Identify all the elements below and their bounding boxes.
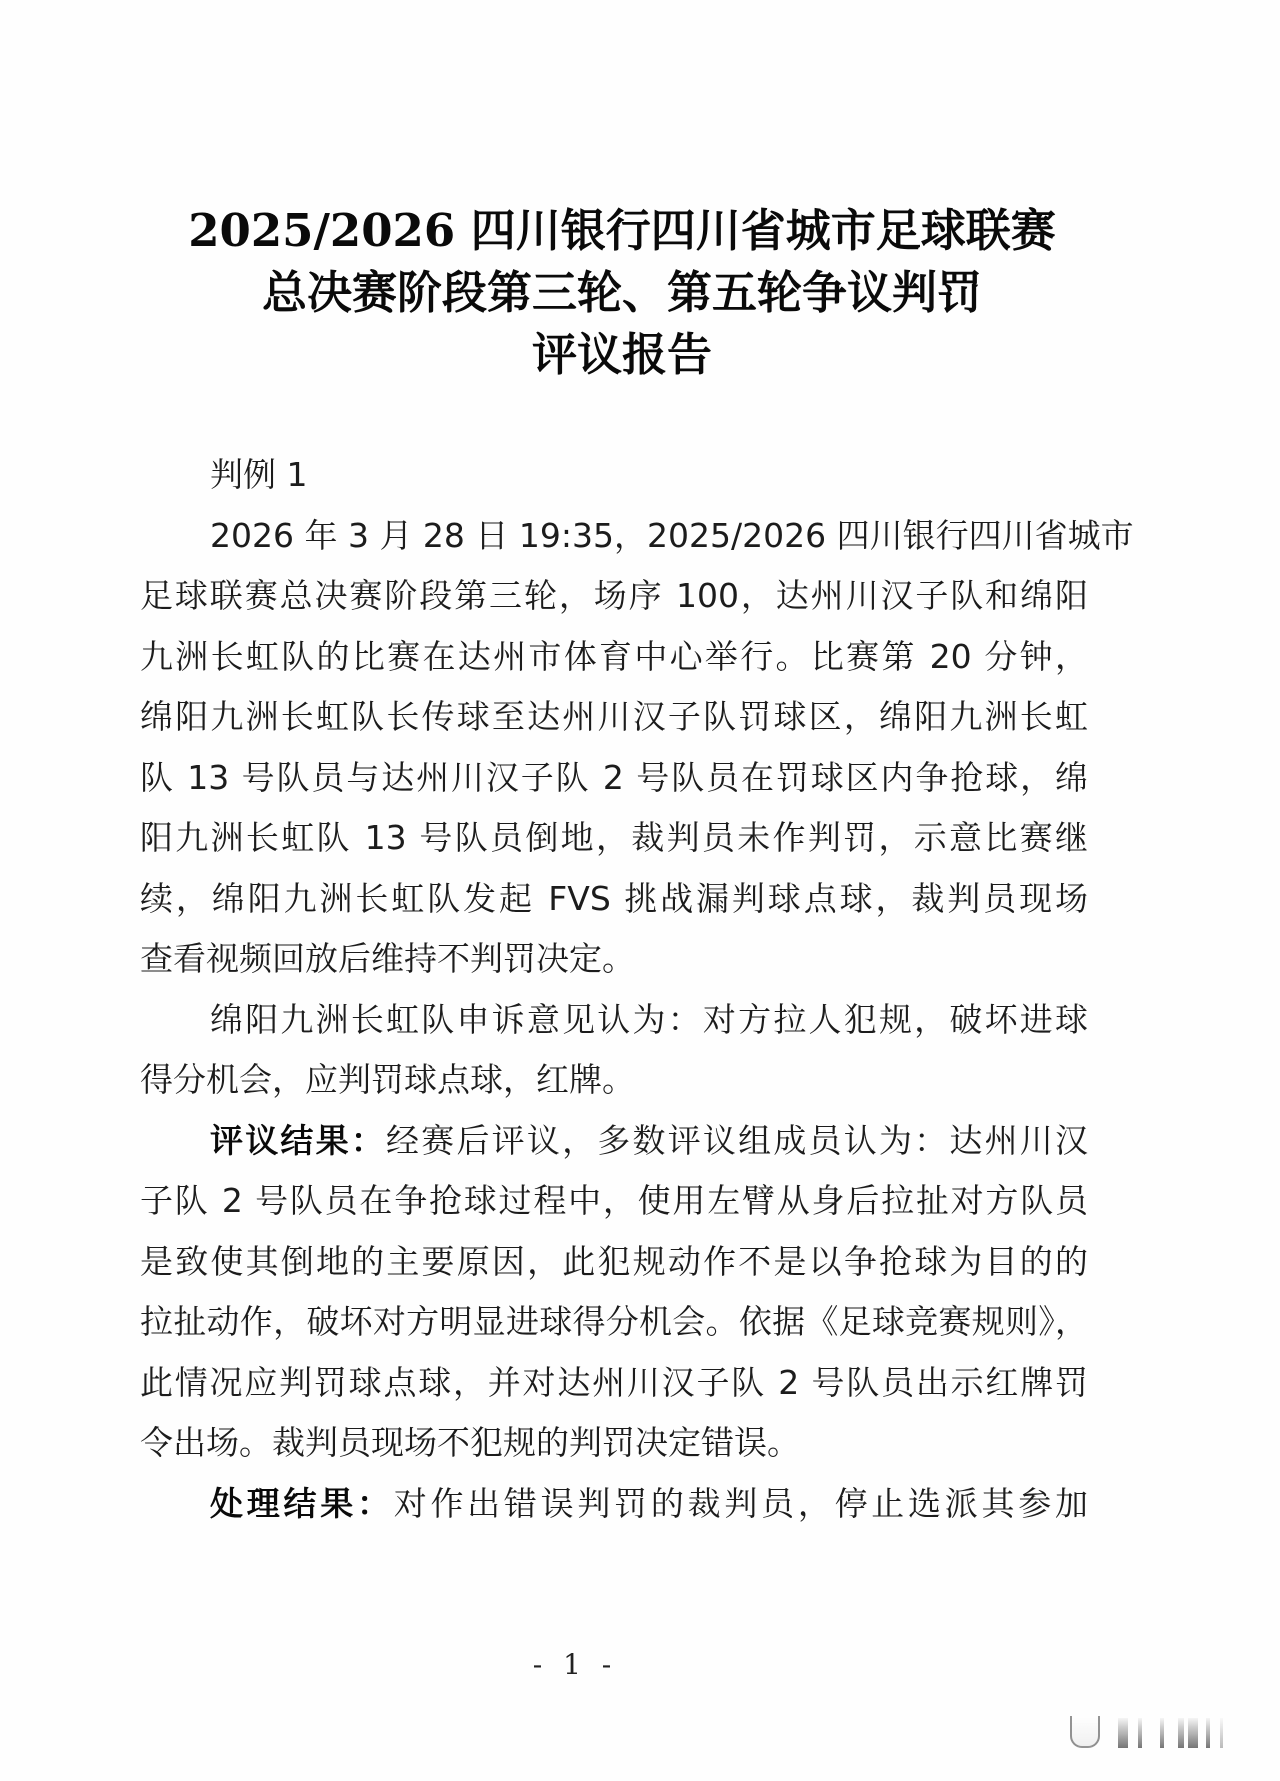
- case-description-line: 绵阳九洲长虹队长传球至达州川汉子队罚球区，绵阳九洲长虹: [140, 697, 1088, 736]
- watermark-cup-shape: [1070, 1716, 1100, 1748]
- watermark-bar: [1178, 1718, 1184, 1748]
- review-result-text: 经赛后评议，多数评议组成员认为：达州川汉: [386, 1120, 1089, 1160]
- review-result-line: 是致使其倒地的主要原因，此犯规动作不是以争抢球为目的的: [140, 1241, 1088, 1281]
- watermark-bar: [1118, 1718, 1128, 1748]
- handling-result-label: 处理结果：: [210, 1483, 394, 1523]
- review-result-line: 此情况应判罚球点球，并对达州川汉子队 2 号队员出示红牌罚: [140, 1362, 1088, 1402]
- faded-watermark-barcode-icon: [1070, 1712, 1270, 1748]
- title-line-3: 评议报告: [531, 328, 712, 381]
- review-result-label: 评议结果：: [210, 1120, 387, 1160]
- page-number: - 1 -: [532, 1648, 618, 1681]
- title-line-2: 总决赛阶段第三轮、第五轮争议判罚: [261, 266, 982, 319]
- case-description-line: 九洲长虹队的比赛在达州市体育中心举行。比赛第 20 分钟，: [140, 636, 1088, 676]
- title-line-1: 2025/2026 四川银行四川省城市足球联赛: [188, 204, 1056, 257]
- watermark-bar: [1206, 1718, 1210, 1748]
- review-result-line: 子队 2 号队员在争抢球过程中，使用左臂从身后拉扯对方队员: [140, 1181, 1088, 1220]
- case-description-line: 2026 年 3 月 28 日 19:35，2025/2026 四川银行四川省城市: [210, 515, 1134, 555]
- case-description-line: 查看视频回放后维持不判罚决定。: [140, 939, 635, 978]
- handling-result-line: [140, 1474, 1088, 1535]
- appeal-line: 绵阳九洲长虹队申诉意见认为：对方拉人犯规，破坏进球: [210, 999, 1088, 1039]
- review-result-line: 拉扯动作，破坏对方明显进球得分机会。依据《足球竞赛规则》，: [140, 1302, 1088, 1341]
- appeal-line: 得分机会，应判罚球点球，红牌。: [140, 1060, 635, 1099]
- case-description-line: 续，绵阳九洲长虹队发起 FVS 挑战漏判球点球，裁判员现场: [140, 878, 1088, 918]
- case-description-line: 阳九洲长虹队 13 号队员倒地，裁判员未作判罚，示意比赛继: [140, 818, 1088, 857]
- document-body: [140, 445, 1134, 1534]
- review-result-line: 令出场。裁判员现场不犯规的判罚决定错误。: [140, 1423, 800, 1462]
- watermark-bar: [1188, 1718, 1198, 1748]
- document-title: [0, 200, 1244, 386]
- watermark-bar: [1220, 1718, 1223, 1748]
- case-heading: 判例 1: [210, 455, 308, 494]
- watermark-bar: [1160, 1718, 1164, 1748]
- review-result-line: [140, 1111, 1088, 1172]
- case-description-line: 队 13 号队员与达州川汉子队 2 号队员在罚球区内争抢球，绵: [140, 757, 1088, 797]
- handling-result-text: 对作出错误判罚的裁判员，停止选派其参加: [393, 1483, 1089, 1523]
- case-description-line: 足球联赛总决赛阶段第三轮，场序 100，达州川汉子队和绵阳: [140, 576, 1088, 615]
- watermark-bar: [1138, 1718, 1142, 1748]
